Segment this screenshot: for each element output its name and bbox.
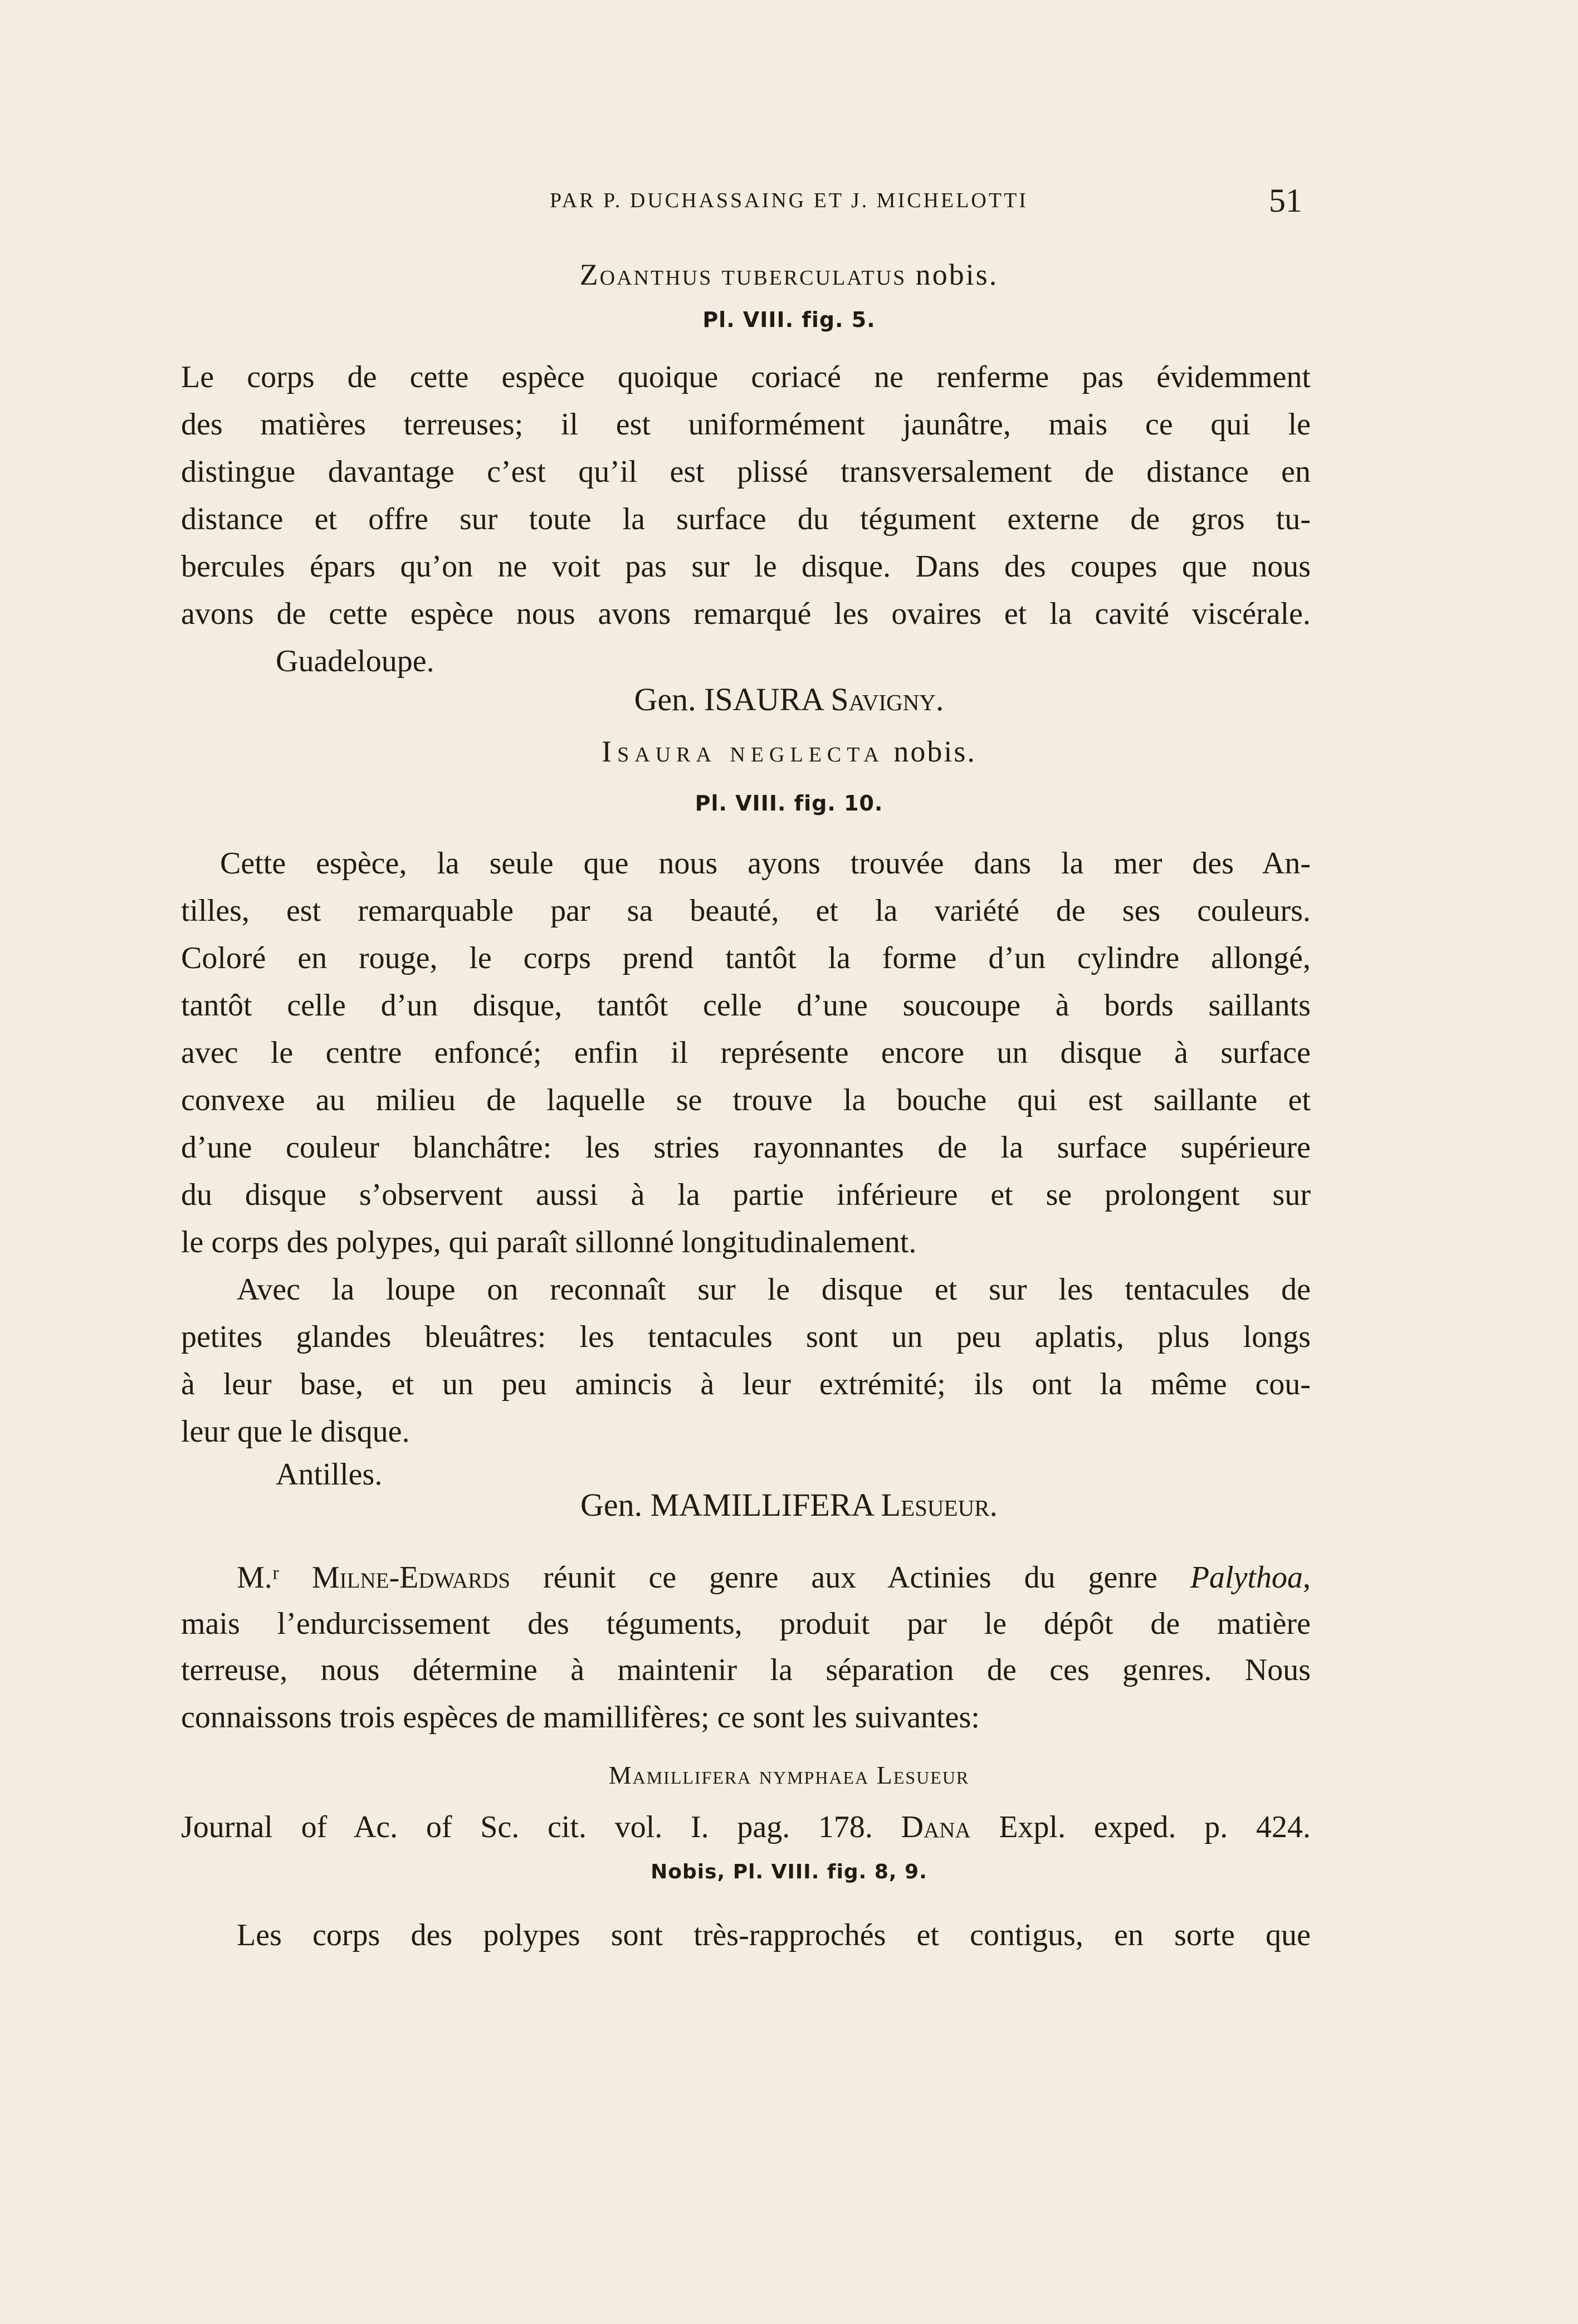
locality: Antilles. — [276, 1457, 383, 1492]
text-line: terreuse, nous détermine à maintenir la séparation de ces genres. Nous — [181, 1653, 1311, 1687]
text-line: convexe au milieu de laquelle se trouve la bouche qui est saillante et — [181, 1083, 1311, 1117]
text-line: mais l’endurcissement des téguments, produit par le dépôt de matière — [181, 1607, 1311, 1641]
author-name: Milne-Edwards — [311, 1560, 511, 1595]
genus-italic: Palythoa — [1190, 1560, 1303, 1595]
text-line: tilles, est remarquable par sa beauté, et la variété de ses couleurs. — [181, 894, 1311, 928]
species-name: Mamillifera nymphaea — [608, 1761, 869, 1789]
text-line: Cette espèce, la seule que nous ayons trouvée dans la mer des An- — [220, 846, 1311, 881]
species-heading-zoanthus — [0, 257, 1578, 292]
running-title: PAR P. DUCHASSAING ET J. MICHELOTTI — [550, 189, 1028, 212]
bibliographic-reference — [181, 1804, 1311, 1851]
text-line: le corps des polypes, qui paraît sillonné longitudinalement. — [181, 1225, 917, 1259]
text-line: du disque s’observent aussi à la partie inférieure et se prolongent sur — [181, 1178, 1311, 1212]
title-abbrev: M.ʳ — [237, 1560, 279, 1595]
species-author: nobis. — [915, 258, 999, 291]
text-line: connaissons trois espèces de mamillifères; ce sont les suivantes: — [181, 1700, 980, 1735]
locality: Guadeloupe. — [276, 644, 434, 678]
text-line-first — [237, 1554, 1311, 1601]
text-line: des matières terreuses; il est uniformément jaunâtre, mais ce qui le — [181, 407, 1311, 442]
text-line: à leur base, et un peu amincis à leur extrémité; ils ont la même cou- — [181, 1367, 1311, 1402]
plate-reference: Pl. VIII. fig. 10. — [695, 791, 883, 816]
page-number: 51 — [1269, 182, 1302, 219]
author-name: Dana — [901, 1810, 971, 1844]
species-heading-nymphaea — [0, 1760, 1578, 1790]
genus-heading-mamillifera — [0, 1486, 1578, 1524]
genus-prefix: Gen. — [580, 1487, 643, 1523]
species-name: Zoanthus tuberculatus — [579, 258, 907, 291]
text-run: réunit ce genre aux Actinies du genre — [543, 1560, 1157, 1595]
text-line: Les corps des polypes sont très-rapprochés et contigus, en sorte que — [237, 1918, 1311, 1952]
species-heading-isaura — [0, 734, 1578, 769]
text-run: Expl. exped. p. 424. — [999, 1810, 1311, 1844]
text-line: d’une couleur blanchâtre: les stries rayonnantes de la surface supérieure — [181, 1130, 1311, 1165]
text-run: , — [1303, 1560, 1311, 1595]
genus-prefix: Gen. — [634, 681, 696, 717]
text-line: tantôt celle d’un disque, tantôt celle d’une soucoupe à bords saillants — [181, 988, 1311, 1023]
species-author: nobis. — [893, 735, 976, 768]
genus-heading-isaura — [0, 681, 1578, 718]
genus-name: ISAURA — [704, 681, 823, 717]
plate-reference: Pl. VIII. fig. 5. — [702, 307, 876, 332]
genus-author: Savigny. — [830, 681, 944, 717]
plate-reference: Nobis, Pl. VIII. fig. 8, 9. — [651, 1861, 927, 1883]
text-line: bercules épars qu’on ne voit pas sur le disque. Dans des coupes que nous — [181, 549, 1311, 584]
text-line: avons de cette espèce nous avons remarqué les ovaires et la cavité viscérale. — [181, 597, 1311, 631]
text-line: distingue davantage c’est qu’il est plissé transversalement de distance en — [181, 455, 1311, 489]
text-line: petites glandes bleuâtres: les tentacules sont un peu aplatis, plus longs — [181, 1320, 1311, 1354]
text-line: Le corps de cette espèce quoique coriacé ne renferme pas évidemment — [181, 360, 1311, 394]
genus-author: Lesueur. — [881, 1487, 998, 1523]
text-line: distance et offre sur toute la surface du tégument externe de gros tu- — [181, 502, 1311, 536]
text-line: avec le centre enfoncé; enfin il représente encore un disque à surface — [181, 1036, 1311, 1070]
genus-name: MAMILLIFERA — [650, 1487, 873, 1523]
text-run: Journal of Ac. of Sc. cit. vol. I. pag. 178. — [181, 1810, 873, 1844]
species-author: Lesueur — [876, 1761, 970, 1789]
species-name: Isaura neglecta — [602, 735, 885, 768]
text-line: Avec la loupe on reconnaît sur le disque et sur les tentacules de — [237, 1272, 1311, 1307]
text-line: Coloré en rouge, le corps prend tantôt la forme d’un cylindre allongé, — [181, 941, 1311, 975]
text-line: leur que le disque. — [181, 1414, 410, 1449]
